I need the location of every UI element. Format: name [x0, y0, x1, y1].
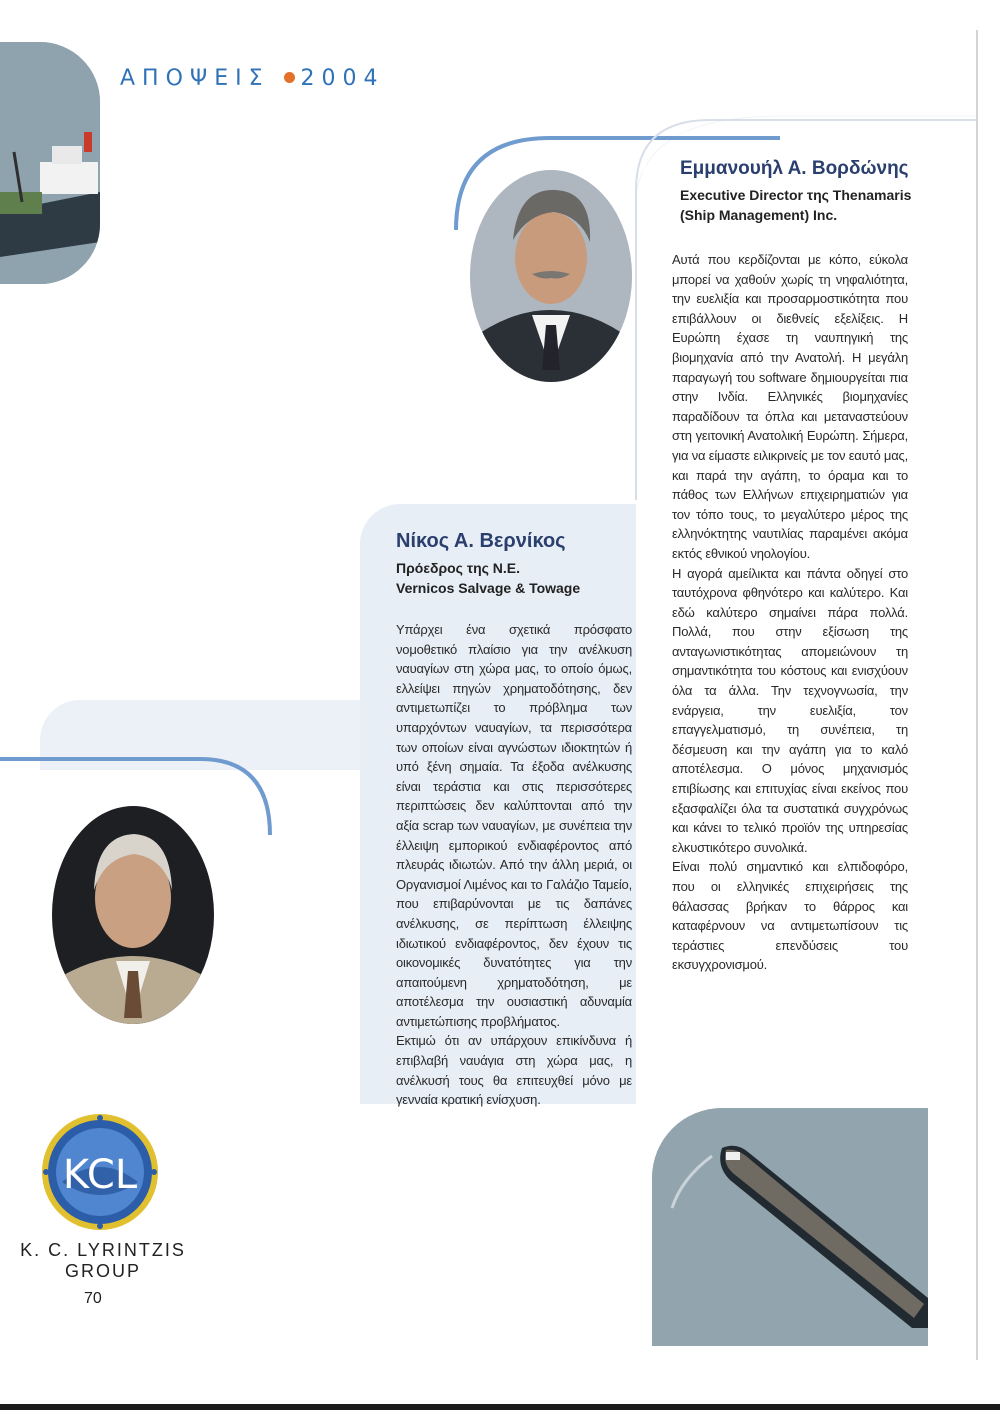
person2-paragraph: Υπάρχει ένα σχετικά πρόσφατο νομοθετικό πλαίσιο για την ανέλκυση ναυαγίων στη χώρα μας, το οποίο όμως, ελλείψει πηγών χρηματοδότησης, δεν αντιμετωπίζει το πρόβλημα των υπαρχόντων ναυαγίων, τα περισσότερα των οποίων είναι αγνώστων ιδιοκτητών ή υπό ξένη σημαία. Τα έξοδα ανέλκυσης είναι τεράστια και στις περισσότερες περιπτώσεις δεν καλύπτονται από την αξία scrap των ναυαγίων, με συνέπεια την έλλειψη εμπορικού ενδιαφέροντος από πλευράς ιδιωτών. Από την άλλη μεριά, οι Οργανισμοί Λιμένος και το Γαλάζιο Ταμείο, που επιβαρύνονται με τις δαπάνες ανέλκυσης, σε περίπτωση έλλειψης ιδιωτικού ενδιαφέροντος, δεν έχουν τις οικονομικές δυνατότητες για την απαιτούμενη χρηματοδότηση, με αποτέλεσμα την ουσιαστική αδυναμία αντιμετώπισης προβλήματος.	[396, 622, 632, 1029]
section-year: 2004	[300, 66, 385, 91]
person2-text	[396, 620, 632, 1110]
person1-text	[672, 250, 908, 975]
person1-role-line2: (Ship Management) Inc.	[680, 207, 838, 223]
orange-dot-icon	[284, 72, 295, 83]
company-name	[18, 1240, 188, 1282]
person1-role	[680, 185, 911, 225]
person2-role	[396, 558, 580, 598]
portrait-vordonis	[470, 170, 632, 382]
ship-photo-top	[0, 42, 100, 284]
section-header	[120, 66, 385, 91]
person2-paragraph: Εκτιμώ ότι αν υπάρχουν επικίνδυνα ή επιβλαβή ναυάγια στη χώρα μας, η ανέλκυσή τους θα επιτευχθεί μόνο με γενναία κρατική ενίσχυση.	[396, 1033, 632, 1108]
page-number: 70	[84, 1290, 102, 1307]
company-line2: GROUP	[64, 1261, 141, 1281]
kcl-logo	[40, 1112, 160, 1232]
company-line1: K. C. LYRINTZIS	[20, 1240, 186, 1260]
person1-paragraph: Η αγορά αμείλικτα και πάντα οδηγεί στο ταυτόχρονα φθηνότερο και καλύτερο. Και εδώ καλύτερο σημαίνει πάρα πολλά. Πολλά, που στην εξίσωση της ανταγωνιστικότητας απομειώνουν τη σημαντικότητα του κόστους και ενισχύουν όλα τα άλλα. Την τεχνογνωσία, την ενάργεια, την ευελιξία, τον επαγγελματισμό, τη συνέπεια, τη δέσμευση και την αγάπη για το καλό αποτέλεσμα. Ο μόνος μηχανισμός επιβίωσης και επιτυχίας είναι εκείνος που εξασφαλίζει όλα τα συστατικά συγχρόνως και κάνει το τελικό προϊόν της υπηρεσίας ελκυστικότερο συνολικά.	[672, 565, 908, 855]
person1-paragraph: Αυτά που κερδίζονται με κόπο, εύκολα μπορεί να χαθούν χωρίς τη νηφαλιότητα, την ευελιξία και προσαρμοστικότητα που επιβάλλουν οι διεθνείς εξελίξεις. Η Ευρώπη έχασε τη ναυπηγική της βιομηχανία από την Ανατολή. Η μεγάλη παραγωγή του software δημιουργείται πια στην Ινδία. Ελληνικές βιομηχανίες παραδίδουν τα όπλα και μεταναστεύουν στη γειτονική Ανατολική Ευρώπη. Σήμερα, για να είμαστε ειλικρινείς με τον εαυτό μας, και παρά την αγάπη, το όραμα και το πάθος των Ελλήνων επιχειρηματιών για τον τόπο τους, το μεγαλύτερο μέρος της ελληνόκτητης ναυτιλίας παραμένει ακόμα εκτός εθνικού νηολογίου.	[672, 252, 908, 561]
section-title: ΑΠΟΨΕΙΣ	[120, 66, 270, 91]
tanker-photo	[652, 1108, 928, 1346]
portrait-vernikos	[52, 806, 214, 1024]
person2-role-line2: Vernicos Salvage & Towage	[396, 580, 581, 596]
person1-name: Εμμανουήλ Α. Βορδώνης	[680, 158, 909, 179]
logo-lettering: KCL	[62, 1152, 138, 1198]
person1-paragraph: Είναι πολύ σημαντικό και ελπιδοφόρο, που οι ελληνικές επιχειρήσεις της θάλασσας βρήκαν το θάρρος και καταφέρνουν να αντιμετωπίσουν τις τεράστιες επενδύσεις του εκσυγχρονισμού.	[672, 859, 908, 973]
person2-name: Νίκος Α. Βερνίκος	[396, 530, 566, 552]
person2-role-line1: Πρόεδρος της Ν.Ε.	[396, 560, 521, 576]
page-bottom-rule	[0, 1404, 1000, 1410]
person1-role-line1: Executive Director της Thenamaris	[680, 187, 912, 203]
